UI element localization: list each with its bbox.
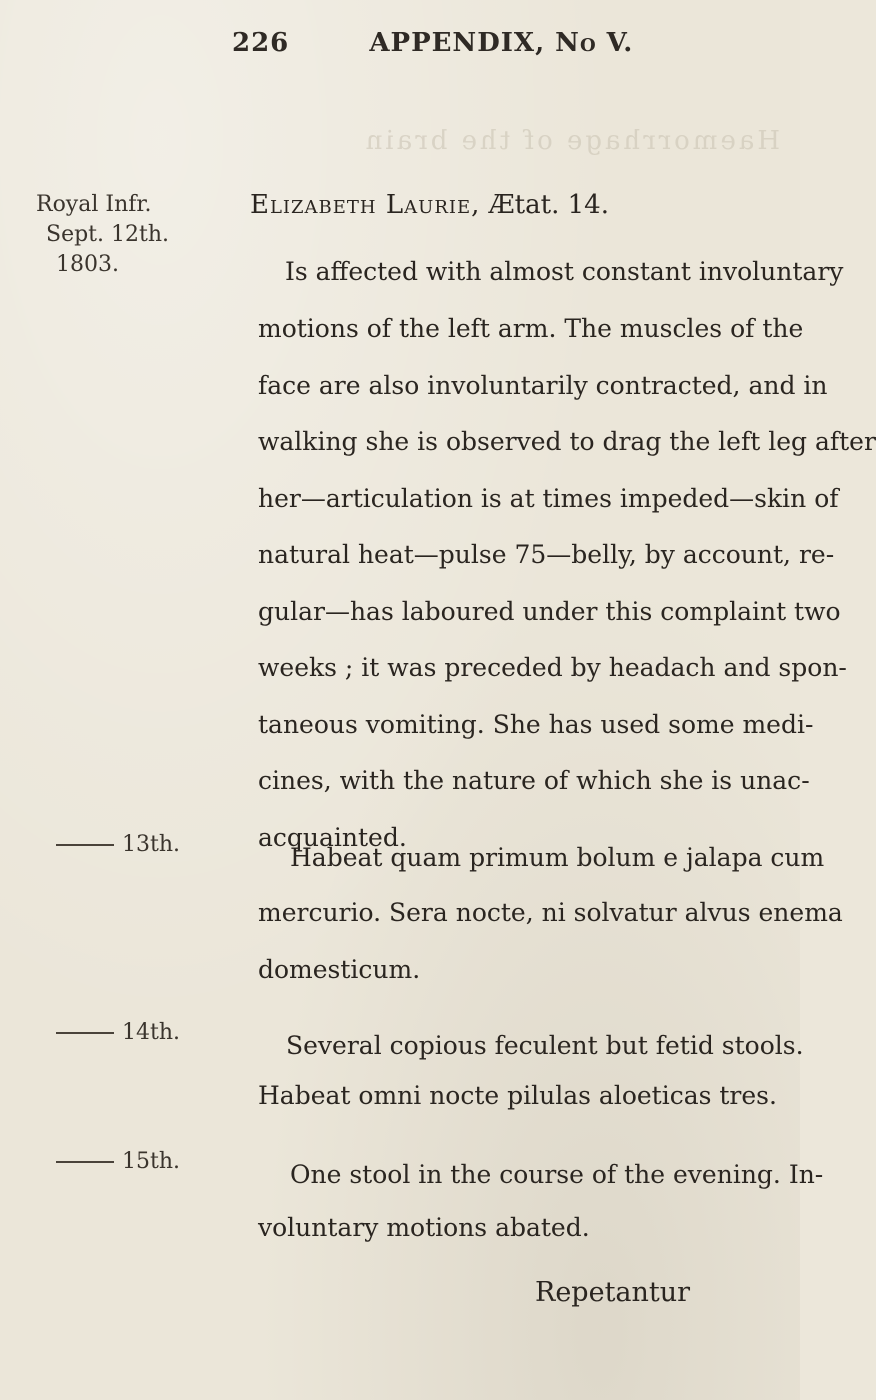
entry-15-first-line (290, 1147, 824, 1204)
entry-13 (258, 885, 843, 998)
text-line: voluntary motions abated. (258, 1213, 590, 1242)
text-line: her—articulation is at times impeded—skin of (258, 483, 839, 513)
case-description-first-line (285, 244, 844, 301)
patient-age: Ætat. 14. (488, 190, 609, 220)
running-title: APPENDIX, No V. (369, 28, 634, 58)
margin-date-13 (36, 830, 180, 860)
patient-name: Elizabeth Laurie, (250, 190, 481, 220)
text-line: Is affected with almost constant involuntary (285, 257, 844, 286)
margin-date-14 (36, 1018, 180, 1048)
entry-13-first-line (290, 830, 825, 887)
text-line: face are also involuntarily contracted, and in (258, 370, 828, 400)
text-line: One stool in the course of the evening. In- (290, 1160, 824, 1189)
text-line: Habeat omni nocte pilulas aloeticas tres. (258, 1081, 777, 1110)
margin-year: 1803. (56, 252, 119, 277)
repeat-instruction: Repetantur (535, 1277, 691, 1308)
text-line: motions of the left arm. The muscles of the (258, 314, 804, 343)
page-header (232, 28, 633, 58)
text-line: Habeat quam primum bolum e jalapa cum (290, 843, 825, 872)
text-line: walking she is observed to drag the left leg after (258, 427, 876, 456)
text-line: cines, with the nature of which she is unac- (258, 766, 810, 795)
text-line: taneous vomiting. She has used some medi- (258, 709, 814, 739)
bleed-through-text: Haemorrhage of the brain (362, 126, 780, 156)
entry-14 (258, 1068, 778, 1125)
dash-rule (56, 1032, 114, 1034)
case-title (250, 190, 609, 220)
margin-note-admission (36, 190, 169, 280)
text-line: Several copious feculent but fetid stools. (286, 1031, 804, 1060)
text-line: acquainted. (258, 822, 407, 852)
page-number: 226 (232, 28, 290, 58)
dash-rule (56, 844, 114, 846)
margin-day-14: 14th. (122, 1020, 180, 1045)
margin-hospital: Royal Infr. (36, 192, 152, 217)
case-description (258, 301, 876, 866)
margin-day-13: 13th. (122, 832, 180, 857)
text-line: gular—has laboured under this complaint two (258, 596, 841, 626)
text-line: weeks ; it was preceded by headach and spon- (258, 653, 847, 682)
margin-date-15 (36, 1147, 180, 1177)
entry-15 (258, 1200, 778, 1257)
text-line: domesticum. (258, 954, 421, 984)
text-line: natural heat—pulse 75—belly, by account, re- (258, 540, 835, 569)
margin-date: Sept. 12th. (46, 222, 169, 247)
margin-day-15: 15th. (122, 1149, 180, 1174)
dash-rule (56, 1161, 114, 1163)
entry-14-first-line (286, 1018, 804, 1075)
text-line: mercurio. Sera nocte, ni solvatur alvus enema (258, 898, 843, 927)
